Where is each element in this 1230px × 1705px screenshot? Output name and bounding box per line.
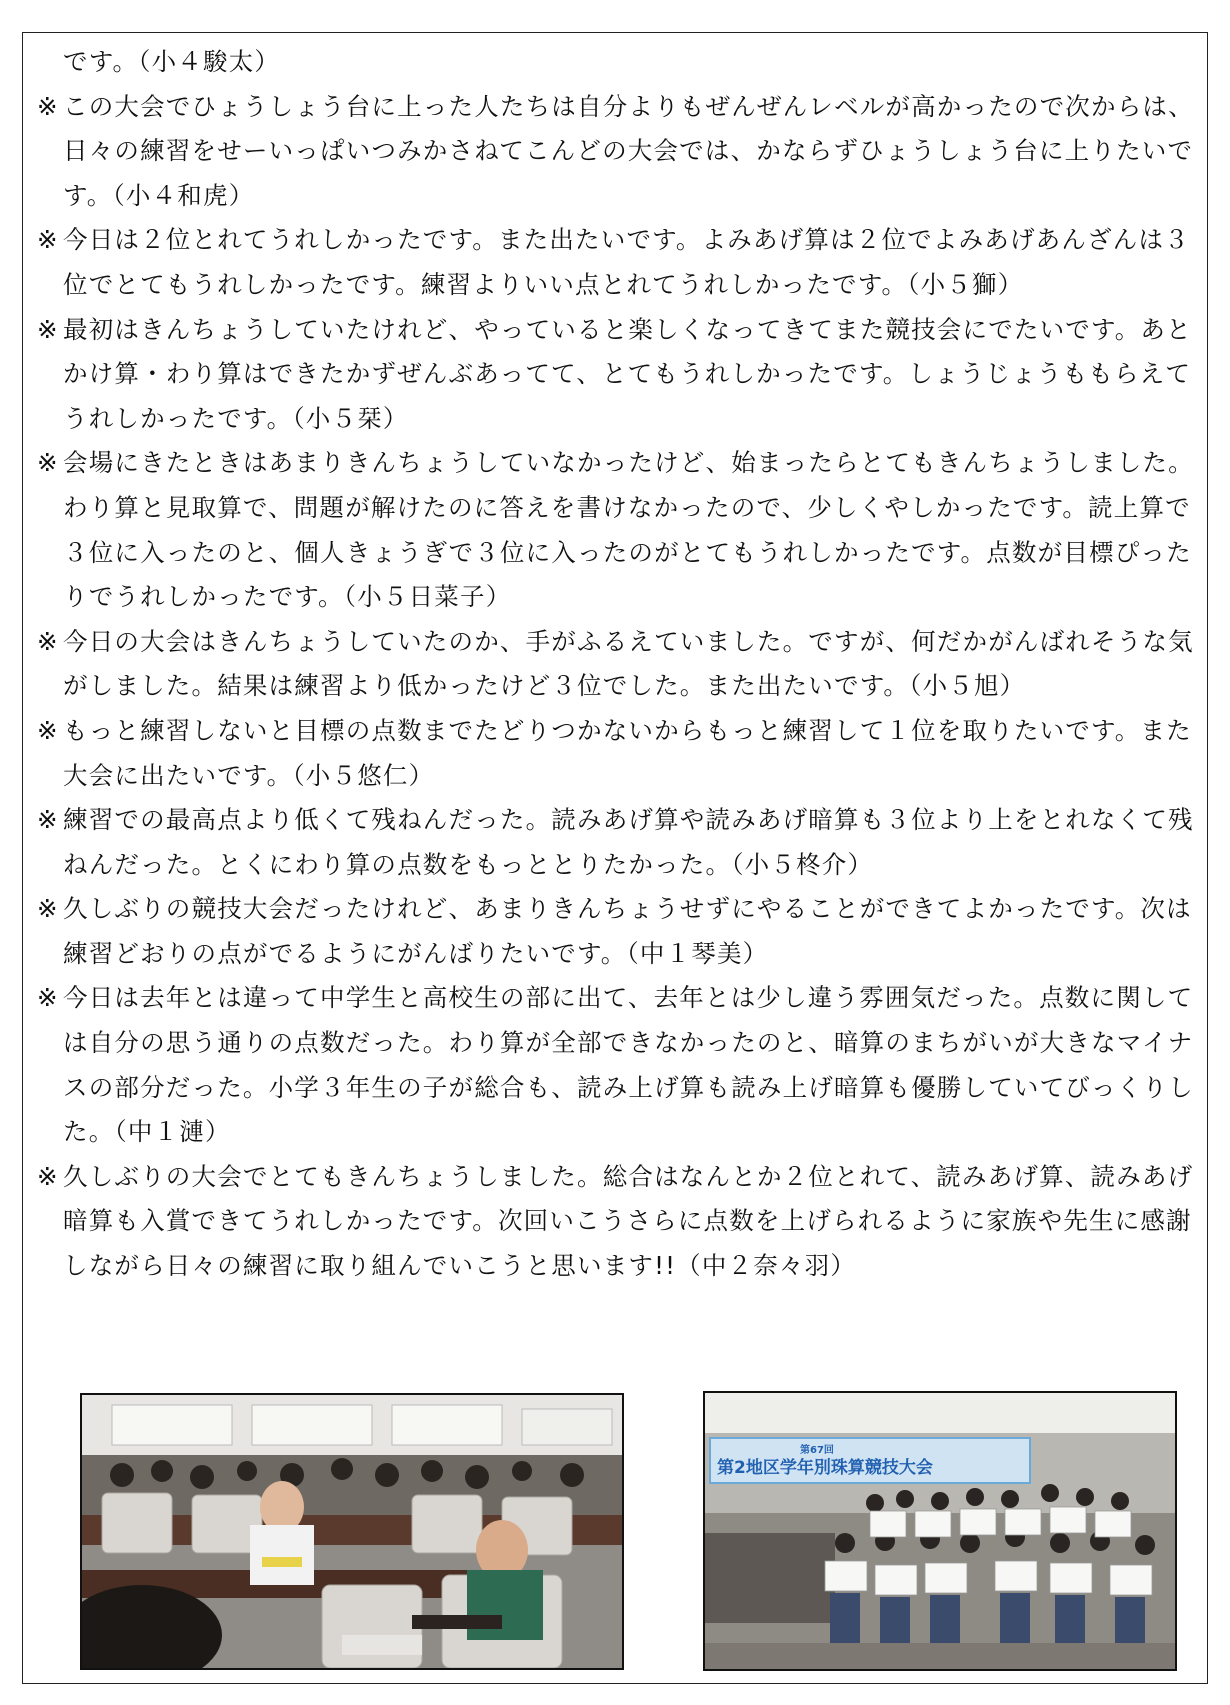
comment-item <box>37 798 1207 887</box>
bullet-mark: ※ <box>37 626 59 656</box>
photo-award-group <box>703 1391 1177 1671</box>
comment-item <box>37 308 1207 442</box>
comment-item <box>37 1155 1207 1289</box>
bullet-mark: ※ <box>37 1161 59 1191</box>
bullet-mark: ※ <box>37 805 59 835</box>
comment-text: 今日は去年とは違って中学生と高校生の部に出て、去年とは少し違う雰囲気だった。点数に関しては自分の思う通りの点数だった。わり算が全部できなかったのと、暗算のまちがいが大きなマイナスの部分だった。小学３年生の子が総合も、読み上げ算も読み上げ暗算も優勝していてびっくりした。（中１漣） <box>63 983 1194 1147</box>
comment-text: 今日は２位とれてうれしかったです。また出たいです。よみあげ算は２位でよみあげあんざんは３位でとてもうれしかったです。練習よりいい点とれてうれしかったです。（小５獅） <box>63 225 1190 299</box>
comment-text: 久しぶりの競技大会だったけれど、あまりきんちょうせずにやることができてよかったです。次は練習どおりの点がでるようにがんばりたいです。（中１琴美） <box>63 894 1192 968</box>
comment-item <box>37 887 1207 976</box>
comment-item <box>37 441 1207 619</box>
banner-edition: 第67回 <box>800 1445 834 1456</box>
comment-text: 会場にきたときはあまりきんちょうしていなかったけど、始まったらとてもきんちょうしました。わり算と見取算で、問題が解けたのに答えを書けなかったので、少しくやしかったです。読上算で３位に入ったのと、個人きょうぎで３位に入ったのがとてもうれしかったです。点数が目標ぴったりでうれしかったです。（小５日菜子） <box>63 448 1194 612</box>
comment-item <box>37 709 1207 798</box>
comment-text: 久しぶりの大会でとてもきんちょうしました。総合はなんとか２位とれて、読みあげ算、読みあげ暗算も入賞できてうれしかったです。次回いこうさらに点数を上げられるように家族や先生に感謝しながら日々の練習に取り組んでいこうと思います!!（中２奈々羽） <box>63 1161 1194 1281</box>
bullet-mark: ※ <box>37 225 59 255</box>
comment-item <box>37 976 1207 1154</box>
comment-text: この大会でひょうしょう台に上った人たちは自分よりもぜんぜんレベルが高かったので次からは、日々の練習をせーいっぱいつみかさねてこんどの大会では、かならずひょうしょう台に上りたいです。（小４和虎） <box>63 91 1194 210</box>
comment-item <box>37 40 1207 85</box>
comments-list <box>37 40 1207 1289</box>
comment-text: 練習での最高点より低くて残ねんだった。読みあげ算や読みあげ暗算も３位より上をとれなくて残ねんだった。とくにわり算の点数をもっととりたかった。（小５柊介） <box>63 805 1194 879</box>
bullet-mark: ※ <box>37 715 59 745</box>
comment-item <box>37 85 1207 219</box>
comment-text: 最初はきんちょうしていたけれど、やっていると楽しくなってきてまた競技会にでたいです。あとかけ算・わり算はできたかずぜんぶあってて、とてもうれしかったです。しょうじょうももらえてうれしかったです。（小５栞） <box>63 314 1192 433</box>
bullet-mark: ※ <box>37 314 59 344</box>
bullet-mark: ※ <box>37 983 59 1013</box>
comment-text: です。（小４駿太） <box>63 47 281 76</box>
bullet-mark: ※ <box>37 894 59 924</box>
comment-text: 今日の大会はきんちょうしていたのか、手がふるえていました。ですが、何だかがんばれそうな気がしました。結果は練習より低かったけど３位でした。また出たいです。（小５旭） <box>63 626 1194 701</box>
comment-text: もっと練習しないと目標の点数までたどりつかないからもっと練習して１位を取りたいです。また大会に出たいです。（小５悠仁） <box>63 715 1192 790</box>
photo-classroom <box>80 1393 624 1670</box>
bullet-mark: ※ <box>37 448 59 478</box>
bullet-mark: ※ <box>37 91 59 121</box>
comment-item <box>37 620 1207 709</box>
comment-item <box>37 218 1207 307</box>
banner-title: 第2地区学年別珠算競技大会 <box>717 1458 933 1478</box>
